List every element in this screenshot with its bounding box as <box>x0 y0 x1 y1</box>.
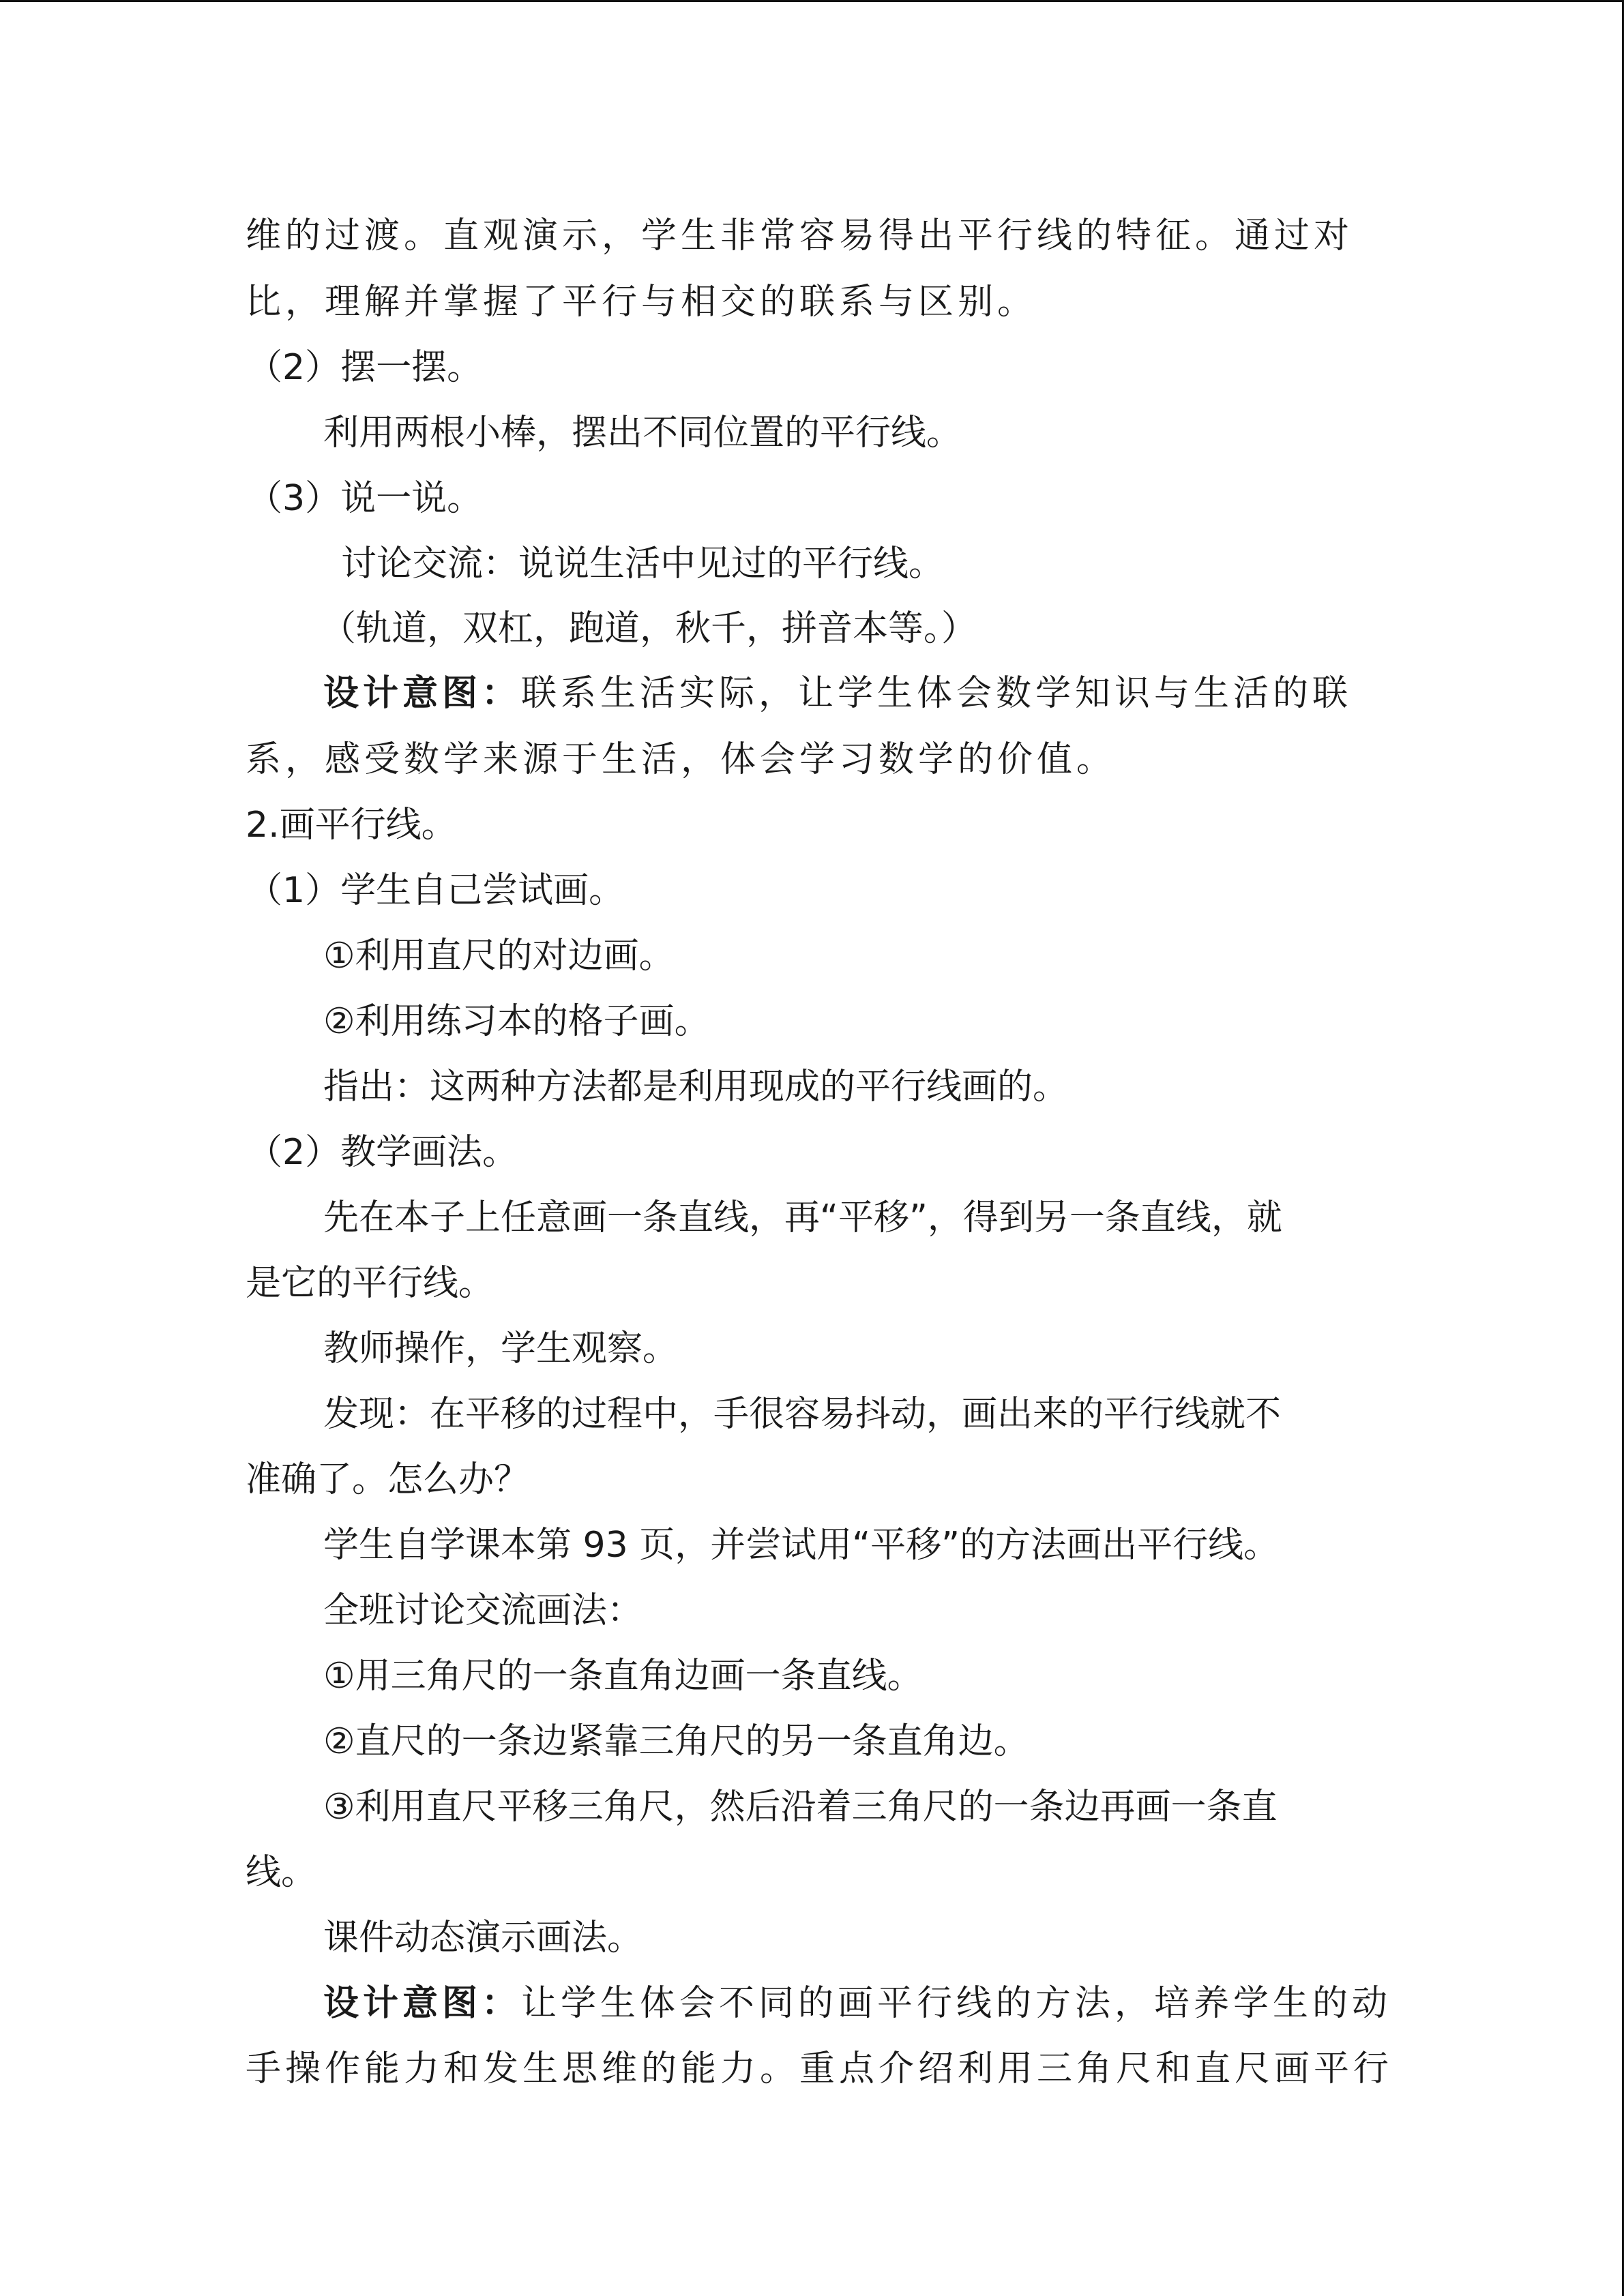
paragraph-line: 先在本子上任意画一条直线，再“平移”，得到另一条直线，就 <box>323 1197 1282 1238</box>
subheading-try: （1）学生自己尝试画。 <box>247 870 625 911</box>
list-item: ②利用练习本的格子画。 <box>323 1001 710 1042</box>
list-item: ①利用直尺的对边画。 <box>323 936 675 976</box>
paragraph-line: 讨论交流：说说生活中见过的平行线。 <box>341 543 945 584</box>
design-intent-label: 设计意图： <box>323 672 522 714</box>
design-intent-line <box>323 672 1353 714</box>
list-item: ①用三角尺的一条直角边画一条直线。 <box>323 1656 923 1697</box>
design-intent-label: 设计意图： <box>323 1982 522 2024</box>
design-intent-text: 让学生体会不同的画平行线的方法，培养学生的动 <box>521 1983 1392 2024</box>
paragraph-line: 是它的平行线。 <box>246 1263 494 1304</box>
paragraph-line: 线。 <box>246 1852 317 1893</box>
design-intent-text: 联系生活实际，让学生体会数学知识与生活的联 <box>521 673 1353 714</box>
paragraph-line: 利用两根小棒，摆出不同位置的平行线。 <box>323 413 962 453</box>
paragraph-line: 发现：在平移的过程中，手很容易抖动，画出来的平行线就不 <box>323 1394 1282 1435</box>
design-intent-line <box>323 1982 1392 2024</box>
paragraph-line: 指出：这两种方法都是利用现成的平行线画的。 <box>323 1067 1069 1107</box>
paragraph-line: 比，理解并掌握了平行与相交的联系与区别。 <box>246 282 1037 323</box>
paragraph-line: 维的过渡。直观演示，学生非常容易得出平行线的特征。通过对 <box>246 215 1354 256</box>
paragraph-line: 全班讨论交流画法： <box>323 1590 643 1631</box>
paragraph-line: 教师操作，学生观察。 <box>323 1328 679 1369</box>
subheading-say: （3）说一说。 <box>247 478 483 519</box>
paragraph-line: 准确了。怎么办？ <box>246 1459 530 1500</box>
subheading-teach-method: （2）教学画法。 <box>247 1132 518 1173</box>
list-item: ②直尺的一条边紧靠三角尺的另一条直角边。 <box>323 1721 1029 1762</box>
section-heading-draw-parallel: 2.画平行线。 <box>246 805 457 846</box>
paragraph-line: （轨道，双杠，跑道，秋千，拼音本等。） <box>321 608 977 649</box>
paragraph-line: 学生自学课本第 93 页，并尝试用“平移”的方法画出平行线。 <box>323 1525 1280 1566</box>
paragraph-line: 系，感受数学来源于生活，体会学习数学的价值。 <box>246 739 1117 780</box>
list-item: ③利用直尺平移三角尺，然后沿着三角尺的一条边再画一条直 <box>323 1787 1278 1828</box>
paragraph-line: 课件动态演示画法。 <box>323 1918 643 1958</box>
subheading-arrange: （2）摆一摆。 <box>247 347 483 388</box>
paragraph-line: 手操作能力和发生思维的能力。重点介绍利用三角尺和直尺画平行 <box>246 2048 1393 2089</box>
